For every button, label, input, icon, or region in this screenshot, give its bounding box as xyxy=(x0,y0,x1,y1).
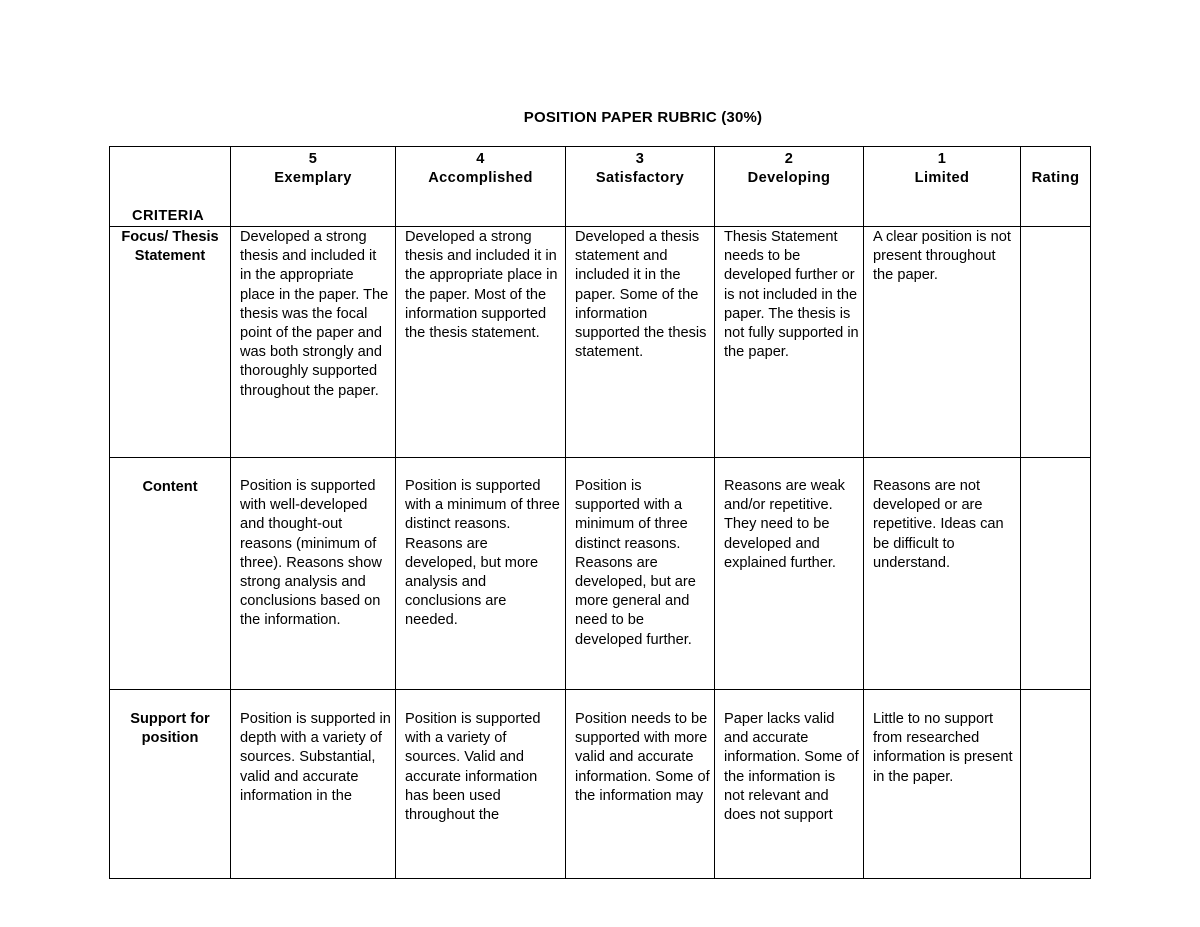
descriptor-cell: Position is supported in depth with a variety of sources. Substantial, valid and accurate information in the xyxy=(231,690,396,879)
rating-cell[interactable] xyxy=(1021,458,1091,690)
level-name: Developing xyxy=(747,170,831,187)
level-score: 2 xyxy=(784,151,794,167)
table-row xyxy=(110,227,1091,458)
criterion-cell: Support for position xyxy=(110,690,231,879)
header-row xyxy=(110,147,1091,227)
descriptor-cell: Little to no support from researched information is present in the paper. xyxy=(864,690,1021,879)
level-score: 4 xyxy=(476,151,485,167)
descriptor-cell: Developed a strong thesis and included it in the appropriate place in the paper. Most of the information supported the thesis statement. xyxy=(396,227,566,458)
rating-cell[interactable] xyxy=(1021,690,1091,879)
descriptor-cell: Developed a strong thesis and included it in the appropriate place in the paper. The thesis was the focal point of the paper and was both strongly and thoroughly supported throughout the paper. xyxy=(231,227,396,458)
descriptor-cell: Position needs to be supported with more valid and accurate information. Some of the information may xyxy=(566,690,715,879)
descriptor-cell: Developed a thesis statement and included it in the paper. Some of the information supported the thesis statement. xyxy=(566,227,715,458)
level-score: 5 xyxy=(308,151,318,167)
level-header-1 xyxy=(864,147,1021,227)
descriptor-cell: Position is supported with a minimum of three distinct reasons. Reasons are developed, but more analysis and conclusions are needed. xyxy=(396,458,566,690)
descriptor-cell: A clear position is not present throughout the paper. xyxy=(864,227,1021,458)
level-name: Exemplary xyxy=(274,170,352,187)
level-score: 1 xyxy=(937,151,947,167)
level-name: Satisfactory xyxy=(595,170,685,187)
criterion-cell: Focus/ Thesis Statement xyxy=(110,227,231,458)
level-name: Limited xyxy=(914,170,970,187)
level-header-2 xyxy=(715,147,864,227)
descriptor-cell: Reasons are weak and/or repetitive. They need to be developed and explained further. xyxy=(715,458,864,690)
descriptor-cell: Paper lacks valid and accurate information. Some of the information is not relevant and does not support xyxy=(715,690,864,879)
descriptor-cell: Thesis Statement needs to be developed further or is not included in the paper. The thesis is not fully supported in the paper. xyxy=(715,227,864,458)
table-row xyxy=(110,458,1091,690)
level-header-4 xyxy=(396,147,566,227)
level-name: Accomplished xyxy=(428,170,533,187)
page-title: POSITION PAPER RUBRIC (30%) xyxy=(523,109,763,126)
level-header-5 xyxy=(231,147,396,227)
rubric-table xyxy=(109,146,1091,879)
criteria-header: CRITERIA xyxy=(110,147,231,227)
descriptor-cell: Position is supported with a minimum of three distinct reasons. Reasons are developed, but are more general and need to be developed further. xyxy=(566,458,715,690)
table-row xyxy=(110,690,1091,879)
level-score: 3 xyxy=(635,151,645,167)
descriptor-cell: Reasons are not developed or are repetitive. Ideas can be difficult to understand. xyxy=(864,458,1021,690)
descriptor-cell: Position is supported with well-developed and thought-out reasons (minimum of three). Reasons show strong analysis and conclusions based on the information. xyxy=(231,458,396,690)
rating-header: Rating xyxy=(1021,147,1091,227)
level-header-3 xyxy=(566,147,715,227)
descriptor-cell: Position is supported with a variety of sources. Valid and accurate information has been used throughout the xyxy=(396,690,566,879)
criterion-cell: Content xyxy=(110,458,231,690)
rating-cell[interactable] xyxy=(1021,227,1091,458)
